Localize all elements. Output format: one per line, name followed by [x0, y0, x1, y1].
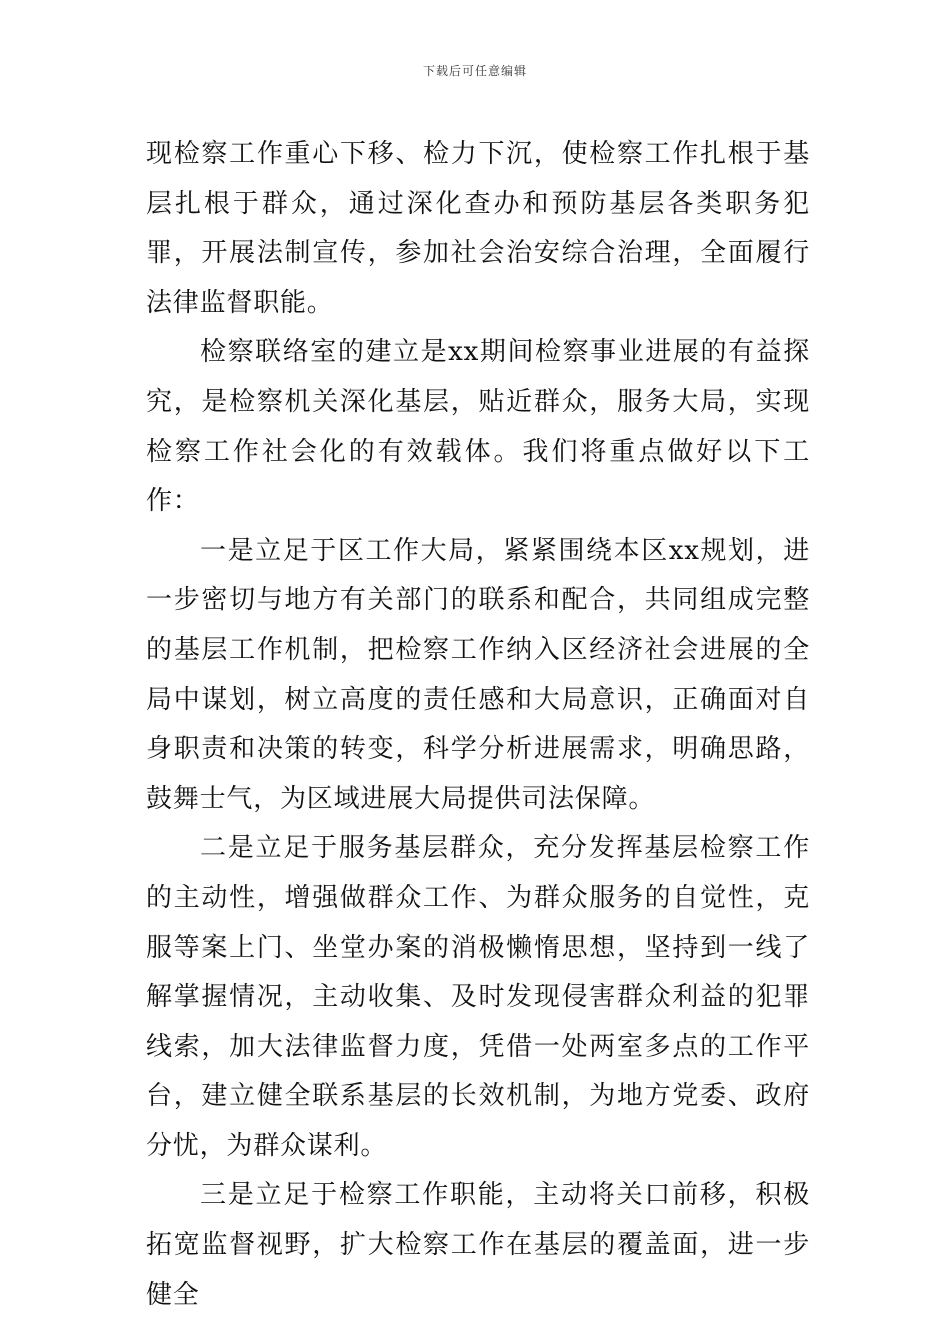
paragraph-2: 检察联络室的建立是xx期间检察事业进展的有益探究，是检察机关深化基层，贴近群众，服务大局，实现检察工作社会化的有效载体。我们将重点做好以下工作：	[146, 337, 810, 517]
paragraph-5: 三是立足于检察工作职能，主动将关口前移，积极拓宽监督视野，扩大检察工作在基层的覆盖面，进一步健全	[146, 1180, 810, 1310]
paragraph-3: 一是立足于区工作大局，紧紧围绕本区xx规划，进一步密切与地方有关部门的联系和配合，共同组成完整的基层工作机制，把检察工作纳入区经济社会进展的全局中谋划，树立高度的责任感和大局意识，正确面对自身职责和决策的转变，科学分析进展需求，明确思路，鼓舞士气，为区域进展大局提供司法保障。	[146, 535, 810, 814]
paragraph-4: 二是立足于服务基层群众，充分发挥基层检察工作的主动性，增强做群众工作、为群众服务的自觉性，克服等案上门、坐堂办案的消极懒惰思想，坚持到一线了解掌握情况，主动收集、及时发现侵害群众利益的犯罪线索，加大法律监督力度，凭借一处两室多点的工作平台，建立健全联系基层的长效机制，为地方党委、政府分忧，为群众谋利。	[146, 833, 810, 1161]
document-body	[146, 130, 810, 1320]
page-header: 下载后可任意编辑	[422, 64, 527, 78]
paragraph-1: 现检察工作重心下移、检力下沉，使检察工作扎根于基层扎根于群众，通过深化查办和预防基层各类职务犯罪，开展法制宣传，参加社会治安综合治理，全面履行法律监督职能。	[146, 139, 810, 318]
